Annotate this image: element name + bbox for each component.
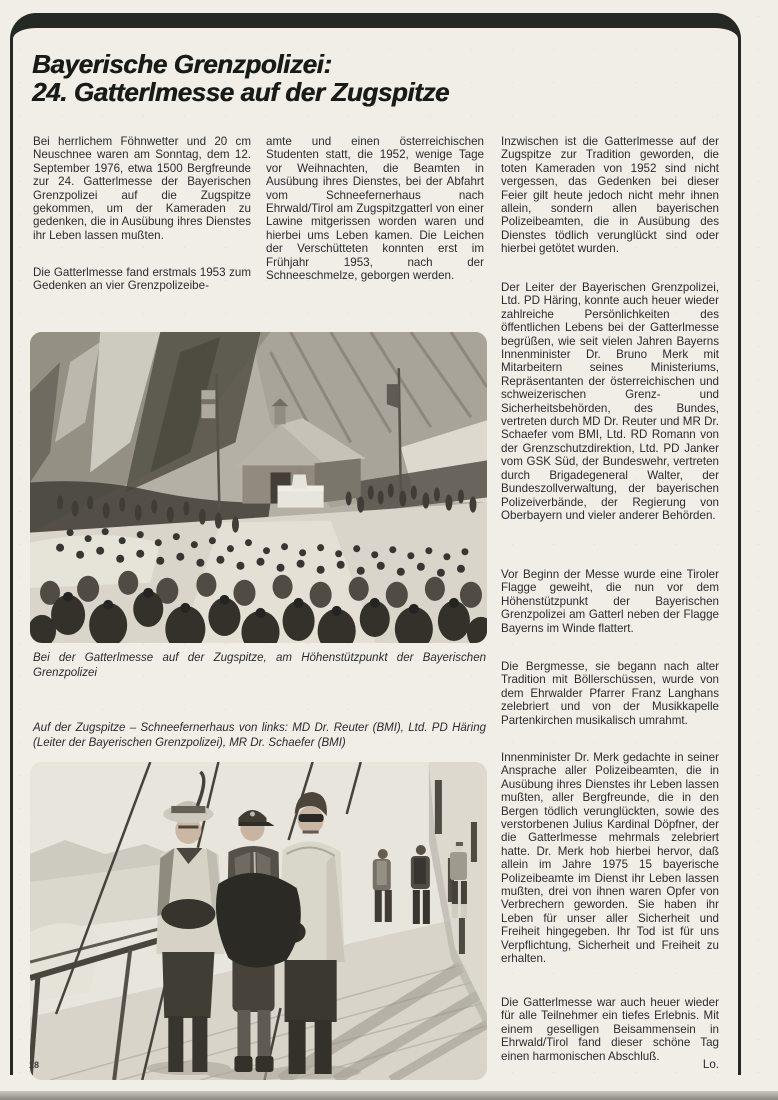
article-paragraph: Die Gatterlmesse fand erstmals 1953 zum Gedenken an vier Grenzpolizeibe- (33, 266, 251, 293)
schneefernerhaus-photo-illustration (30, 762, 487, 1080)
photo-caption-schneefernerhaus: Auf der Zugspitze – Schneefernerhaus von links: MD Dr. Reuter (BMI), Ltd. PD Häring (Leiter der Bayerischen Grenzpolizei), MR Dr. Schaefer (BMI) (33, 722, 486, 749)
photo-caption-gatterlmesse: Bei der Gatterlmesse auf der Zugspitze, am Höhenstützpunkt der Bayerischen Grenzpolizei (33, 652, 486, 679)
article-title-line-2: 24. Gatterlmesse auf der Zugspitze (32, 77, 449, 107)
article-title-line-1: Bayerische Grenzpolizei: (32, 49, 332, 79)
gatterlmesse-photo-illustration (30, 332, 487, 643)
article-paragraph: Die Bergmesse, sie begann nach alter Tradition mit Böllerschüssen, wurde von dem Ehrwalder Pfarrer Franz Langhans zelebriert und von der Musikkapelle Partenkirchen musikalisch umrahmt. (501, 660, 719, 727)
article-paragraph: Inzwischen ist die Gatterlmesse auf der Zugspitze zur Tradition geworden, die toten Kameraden von 1952 sind nicht vergessen, das Gedenken bei dieser Feier gilt heute jedoch nicht mehr ihnen allein, sondern allen bayerischen Polizeibeamten, die in Ausübung des Dienstes tödlich verunglückt sind oder hierbei getötet wurden. (501, 135, 719, 256)
photo-three-men-zugspitze (30, 762, 487, 1080)
article-paragraph: amte und einen österreichischen Studenten statt, die 1952, wenige Tage vor Weihnachten, die Beamten in Ausübung ihres Dienstes, bei der Abfahrt vom Schneefernerhaus nach Ehrwald/Tirol am Zugspitzgatterl von einer Lawine mitgerissen worden waren und hierbei ums Leben kamen. Die Leichen der Verschütteten konnten erst im Frühjahr 1953, nach der Schneeschmelze, geborgen werden. (266, 135, 484, 283)
article-paragraph: Der Leiter der Bayerischen Grenzpolizei, Ltd. PD Häring, konnte auch heuer wieder zahlreiche Persönlichkeiten des öffentlichen Lebens bei der Gatterlmesse begrüßen, wie seit vielen Jahren Bayerns Innenminister Dr. Bruno Merk mit Mitarbeitern seines Ministeriums, Repräsentanten der österreichischen und schweizerischen Grenz- und Sicherheitsbehörden, des Bundes, vertreten durch MD Dr. Reuter und MR Dr. Schaefer vom BMI, Ltd. RD Romann von der Grenzschutzdirektion, Ltd. PD Janker vom GSK Süd, der Bundeswehr, vertreten durch Brigadegeneral Walter, der Bundeszollverwaltung, der bayerischen Polizeiverbände, der Regierung von Oberbayern und vieler anderer Behörden. (501, 281, 719, 522)
page-bottom-edge-shadow (0, 1091, 778, 1100)
article-title (32, 50, 692, 106)
article-paragraph: Vor Beginn der Messe wurde eine Tiroler Flagge geweiht, die nun vor dem Höhenstützpunkt der Bayerischen Grenzpolizei am Gatterl neben der Flagge Bayerns im Winde flattert. (501, 568, 719, 635)
article-paragraph: Bei herrlichem Föhnwetter und 20 cm Neuschnee waren am Sonntag, dem 12. September 1976, etwa 1500 Bergfreunde zur 24. Gatterlmesse der Bayerischen Grenzpolizei auf die Zugspitze gekommen, um der Kameraden zu gedenken, die in Ausübung ihres Dienstes ihr Leben lassen mußten. (33, 135, 251, 242)
page-number: 18 (29, 1060, 40, 1070)
author-signature: Lo. (702, 1058, 719, 1071)
photo-gatterlmesse-crowd (30, 332, 487, 643)
article-paragraph: Innenminister Dr. Merk gedachte in seiner Ansprache aller Polizeibeamten, die in Ausübung ihres Dienstes ihr Leben lassen mußten, aller Bergfreunde, die in den Bergen tödlich verunglückten, sowie des verstorbenen Julius Kardinal Döpfner, der die Gatterlmesse mehrmals zelebriert hatte. Dr. Merk hob hierbei hervor, daß allein im Jahre 1975 15 bayerische Polizeibeamte im Dienst ihr Leben lassen mußten, drei von ihnen waren Opfer von Verbrechern geworden. Sie haben ihr Leben für unser aller Sicherheit und Freiheit hingegeben. Ihr Tod ist für uns Verpflichtung, Sicherheit und Freiheit zu erhalten. (501, 751, 719, 966)
article-paragraph: Die Gatterlmesse war auch heuer wieder für alle Teilnehmer ein tiefes Erlebnis. Mit einem geselligen Beisammensein in Ehrwald/Tirol fand dieser schöne Tag einen harmonischen Abschluß. (501, 996, 719, 1063)
